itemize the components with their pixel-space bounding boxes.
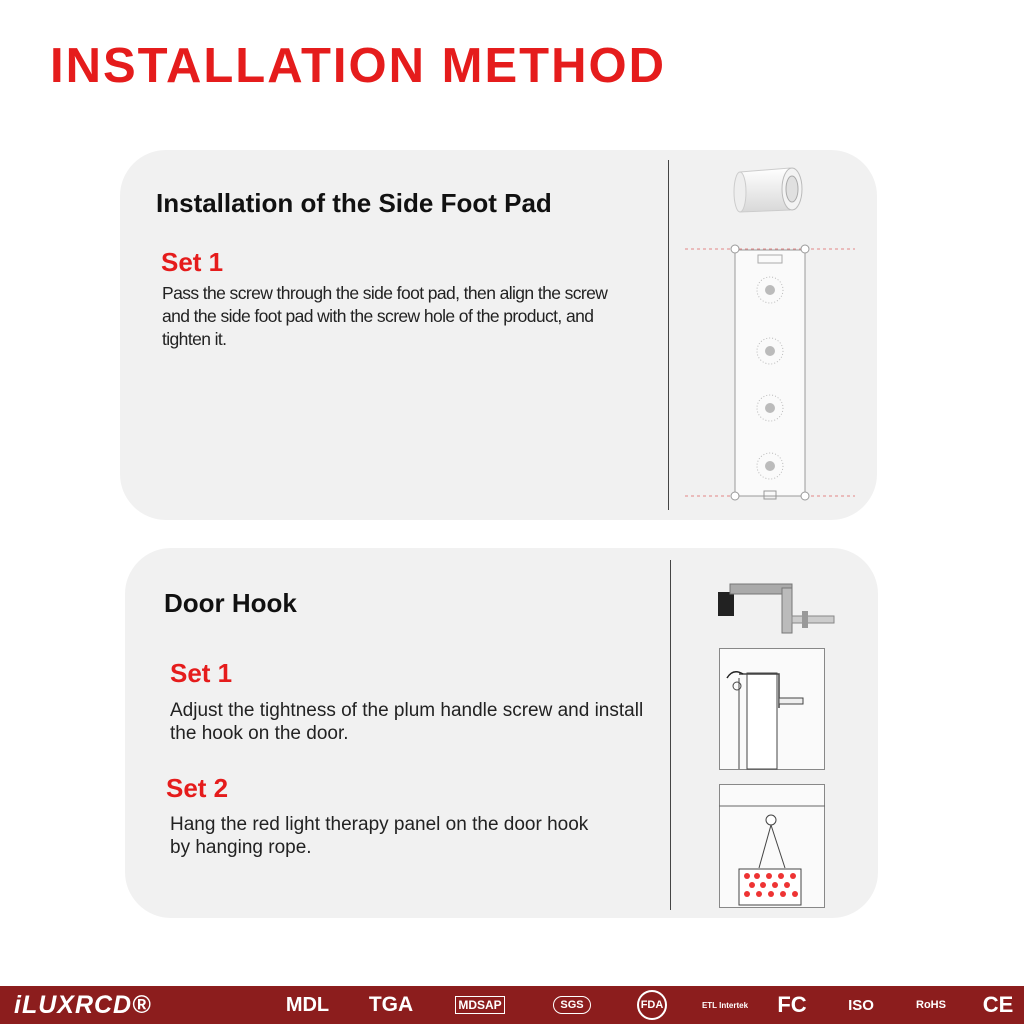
step-label: Set 1 xyxy=(161,247,224,277)
fc-logo: FC xyxy=(777,992,807,1017)
fda-logo: FDA xyxy=(633,986,671,1024)
footer-bar xyxy=(0,986,1024,1024)
tga-logo: TGA xyxy=(368,993,414,1016)
side-foot-pad-card xyxy=(120,150,877,520)
etl-logo: ETL Intertek xyxy=(701,1000,749,1010)
step-text: Adjust the tightness of the plum handle screw and install the hook on the door. xyxy=(170,700,644,744)
brand-logo: iLUXRCD® xyxy=(14,991,152,1019)
rohs-logo: RoHS xyxy=(916,999,946,1011)
iso-logo: ISO xyxy=(848,996,874,1014)
section-title-side-foot-pad: Installation of the Side Foot Pad xyxy=(156,188,552,218)
mdsap-logo: MDSAP xyxy=(449,986,511,1024)
mdl-logo: MDL xyxy=(285,993,330,1016)
step-label: Set 1 xyxy=(170,658,233,688)
card-divider xyxy=(670,560,671,910)
step-text: Hang the red light therapy panel on the door hook by hanging rope. xyxy=(170,814,589,858)
door-hook-clamp-icon xyxy=(710,578,840,638)
step-text: Pass the screw through the side foot pad, then align the screw and the side foot pad with the screw hole of the product, and tighten it. xyxy=(162,283,608,349)
ce-logo: CE xyxy=(982,992,1014,1017)
foot-pad-roll-icon xyxy=(730,162,810,217)
hook-on-door-diagram xyxy=(719,648,825,770)
page-title: INSTALLATION METHOD xyxy=(50,39,666,93)
step-label: Set 2 xyxy=(166,773,229,803)
door-hook-card xyxy=(125,548,878,918)
section-title-door-hook: Door Hook xyxy=(164,588,297,618)
sgs-logo: SGS xyxy=(545,986,599,1024)
panel-front-diagram xyxy=(685,240,855,510)
panel-hanging-diagram xyxy=(719,784,825,908)
card-divider xyxy=(668,160,669,510)
